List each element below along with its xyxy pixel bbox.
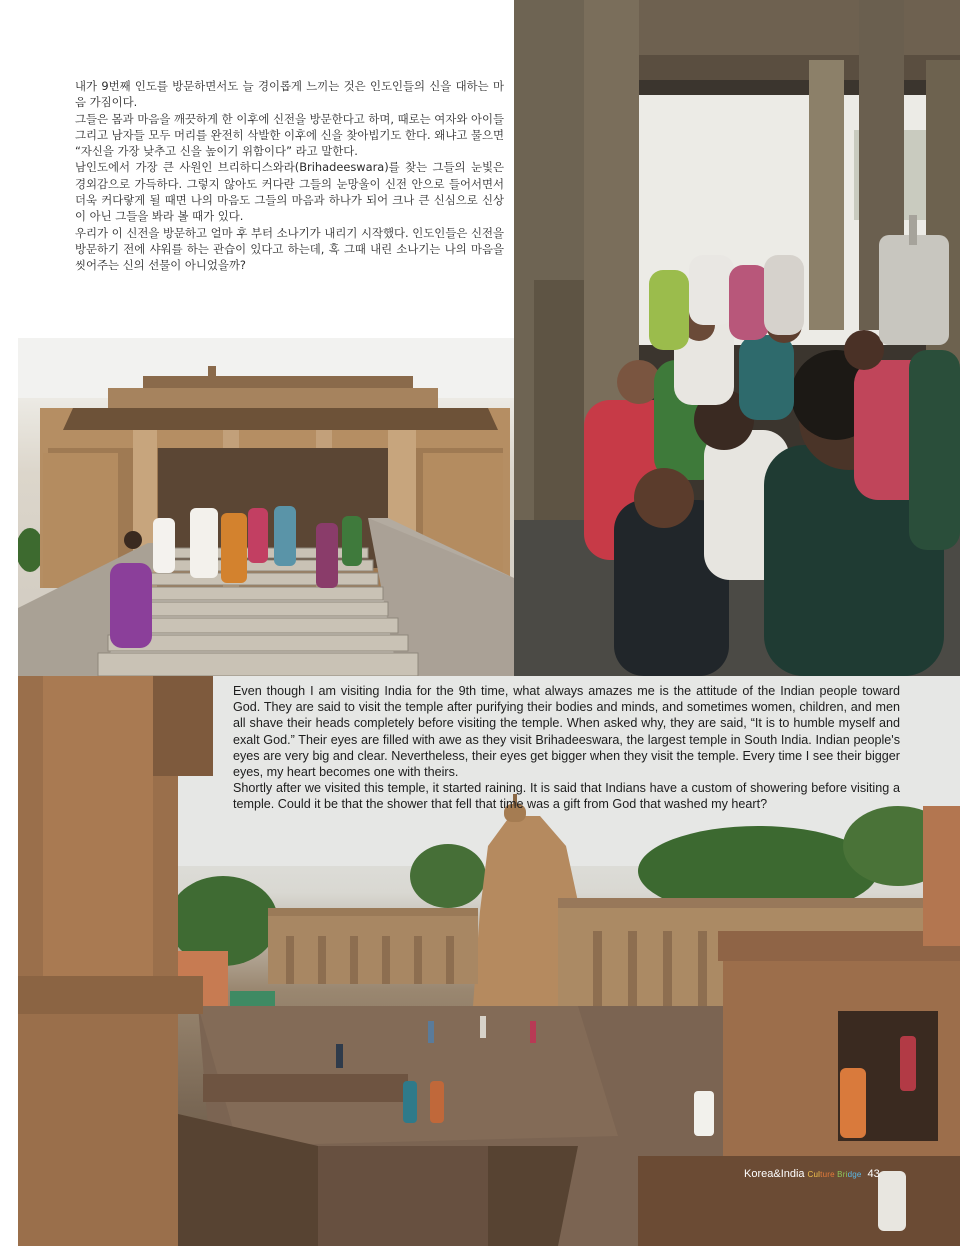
page-number: 43 (867, 1168, 880, 1180)
devotees-crowd-photo (514, 0, 960, 676)
section-label: Culture Bridge (807, 1170, 862, 1179)
english-paragraph: Shortly after we visited this temple, it started raining. It is said that Indians have a custom of showering before visiting a temple. Could it be that the shower that fell that time was a gift from God that washed my heart? (233, 781, 900, 812)
korean-paragraph: 우리가 이 신전을 방문하고 얼마 후 부터 소나기가 내리기 시작했다. 인도인들은 신전을 방문하기 전에 샤워를 하는 관습이 있다고 하는데, 혹 그때 내린 소나기는 나의 마음을 씻어주는 신의 선물이 아니었을까? (75, 225, 504, 273)
english-article (233, 683, 900, 813)
korean-paragraph: 그들은 몸과 마음을 깨끗하게 한 이후에 신전을 방문한다고 하며, 때로는 여자와 아이들 그리고 남자들 모두 머리를 완전히 삭발한 이후에 신을 찾아빕기도 한다. 왜냐고 물으면 “자신을 가장 낮추고 신을 높이기 위함이다” 라고 말한다. (75, 111, 504, 159)
magazine-name: Korea&India (744, 1168, 805, 1180)
korean-paragraph: 남인도에서 가장 큰 사원인 브리하디스와라(Brihadeeswara)를 찾는 그들의 눈빛은 경외감으로 가득하다. 그렇지 않아도 커다란 그들의 눈망울이 신전 안으로 들어서면서 더욱 커다랗게 될 때면 나의 마음도 그들의 마음과 하나가 되어 크나 큰 신심으로 신상이 아닌 그들을 봐라 볼 때가 있다. (75, 160, 504, 224)
temple-steps-photo (18, 338, 514, 676)
english-paragraph: Even though I am visiting India for the 9th time, what always amazes me is the attitude of the Indian people toward God. They are said to visit the temple after purifying their bodies and minds, and sometimes women, children, and men all shave their heads completely before visiting the temple. When asked why, they are said, “It is to humble myself and exalt God.” Their eyes are filled with awe as they visit Brihadeeswara, the largest temple in South India. Indian people's eyes are very big and clear. Nevertheless, their eyes get bigger when they visit the temple. Every time I see their bigger eyes, my heart becomes one with theirs. (233, 684, 900, 780)
temple-steps-illustration (18, 338, 514, 676)
korean-article (75, 78, 504, 274)
korean-paragraph: 내가 9번째 인도를 방문하면서도 늘 경이롭게 느끼는 것은 인도인들의 신을 대하는 마음 가짐이다. (75, 79, 504, 110)
page-footer (744, 1168, 880, 1184)
devotees-crowd-illustration (514, 0, 960, 676)
